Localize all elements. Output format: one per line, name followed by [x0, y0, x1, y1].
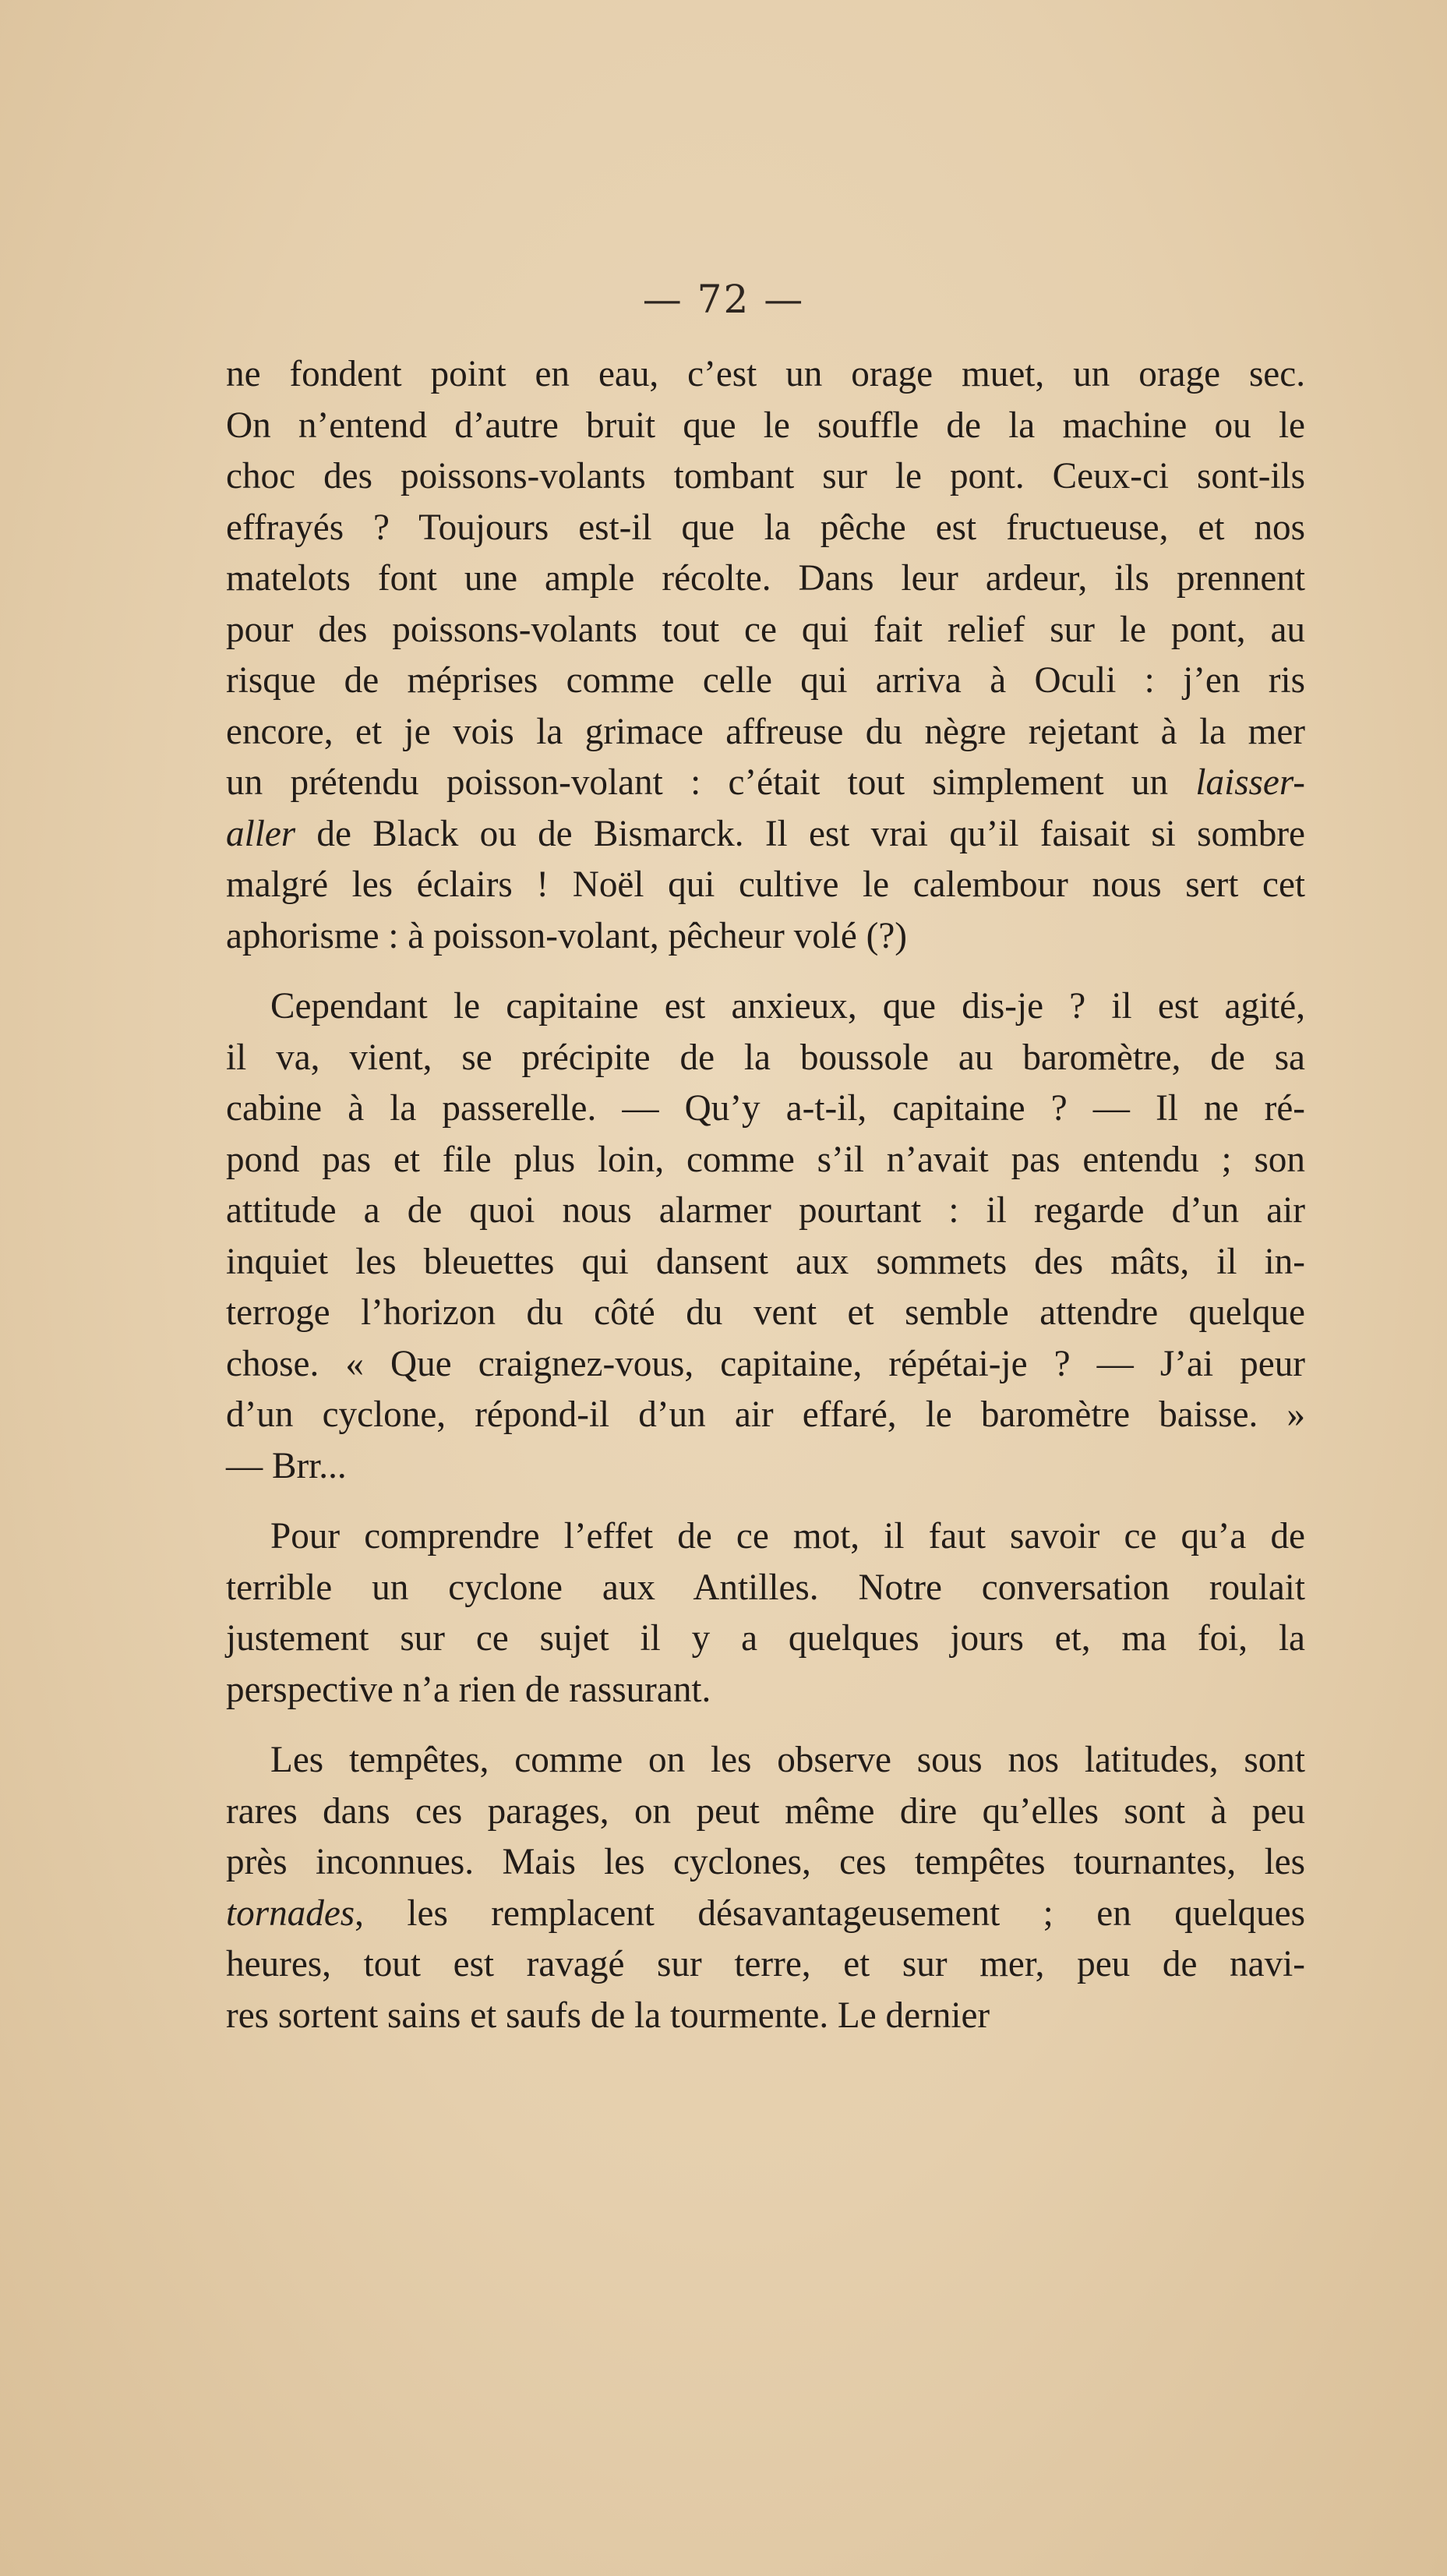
text-line [226, 1665, 1305, 1716]
italic-text: aller [226, 813, 296, 854]
text-line [226, 1563, 1305, 1614]
text-line [226, 553, 1305, 605]
paragraph [226, 349, 1305, 962]
text-line [226, 758, 1305, 809]
text-segment: choc des poissons-volants tombant sur le pont. Ceux-ci sont-ils [226, 456, 1305, 496]
text-line [226, 707, 1305, 758]
text-line [226, 1135, 1305, 1186]
text-segment: de Black ou de Bismarck. Il est vrai qu’il faisait si sombre [295, 813, 1305, 854]
text-line [226, 911, 1305, 963]
text-segment: justement sur ce sujet il y a quelques jours et, ma foi, la [226, 1618, 1305, 1659]
text-segment: il va, vient, se précipite de la boussole au baromètre, de sa [226, 1037, 1305, 1078]
text-segment: risque de méprises comme celle qui arriva à Oculi : j’en ris [226, 660, 1305, 701]
page-number: — 72 — [642, 277, 805, 322]
text-line [226, 451, 1305, 503]
text-segment: cabine à la passerelle. — Qu’y a-t-il, capitaine ? — Il ne ré- [226, 1088, 1305, 1129]
text-segment: chose. « Que craignez-vous, capitaine, répétai-je ? — J’ai peur [226, 1343, 1305, 1384]
text-line [226, 1186, 1305, 1237]
text-segment: effrayés ? Toujours est-il que la pêche est fructueuse, et nos [226, 507, 1305, 548]
text-line [226, 655, 1305, 707]
text-segment: rares dans ces parages, on peut même dire qu’elles sont à peu [226, 1790, 1305, 1832]
text-line [226, 1735, 1305, 1786]
italic-text: laisser- [1195, 762, 1305, 803]
text-segment: inquiet les bleuettes qui dansent aux sommets des mâts, il in- [226, 1241, 1305, 1282]
text-line [226, 1033, 1305, 1084]
text-line [226, 401, 1305, 452]
text-line [226, 503, 1305, 554]
text-segment: encore, et je vois la grimace affreuse du nègre rejetant à la mer [226, 711, 1305, 752]
text-segment: Cependant le capitaine est anxieux, que dis-je ? il est agité, [270, 986, 1305, 1027]
text-line [226, 1288, 1305, 1339]
text-line [226, 1339, 1305, 1390]
text-segment: pond pas et file plus loin, comme s’il n’avait pas entendu ; son [226, 1139, 1305, 1180]
text-segment: — Brr... [226, 1445, 347, 1486]
text-segment: Pour comprendre l’effet de ce mot, il faut savoir ce qu’a de [270, 1516, 1305, 1557]
text-line [226, 1511, 1305, 1563]
text-segment: perspective n’a rien de rassurant. [226, 1669, 711, 1710]
text-segment: terroge l’horizon du côté du vent et semble attendre quelque [226, 1292, 1305, 1333]
text-segment: malgré les éclairs ! Noël qui cultive le calembour nous sert cet [226, 864, 1305, 905]
text-segment: terrible un cyclone aux Antilles. Notre conversation roulait [226, 1567, 1305, 1608]
text-line [226, 1889, 1305, 1940]
text-line [226, 349, 1305, 401]
text-line [226, 1083, 1305, 1135]
text-line [226, 860, 1305, 911]
text-line [226, 1441, 1305, 1493]
italic-text: tornades [226, 1892, 355, 1934]
body-text [226, 349, 1305, 2061]
text-line [226, 1786, 1305, 1838]
text-segment: un prétendu poisson-volant : c’était tout simplement un [226, 762, 1196, 803]
paragraph [226, 1735, 1305, 2041]
text-segment: On n’entend d’autre bruit que le souffle de la machine ou le [226, 405, 1305, 446]
text-segment: matelots font une ample récolte. Dans leur ardeur, ils prennent [226, 558, 1305, 599]
text-line [226, 1613, 1305, 1665]
text-segment: pour des poissons-volants tout ce qui fait relief sur le pont, au [226, 609, 1305, 650]
text-line [226, 1390, 1305, 1441]
text-segment: attitude a de quoi nous alarmer pourtant : il regarde d’un air [226, 1190, 1305, 1231]
text-segment: aphorisme : à poisson-volant, pêcheur volé (?) [226, 915, 908, 956]
text-line [226, 605, 1305, 656]
text-segment: heures, tout est ravagé sur terre, et sur mer, peu de navi- [226, 1944, 1305, 1984]
text-segment: res sortent sains et saufs de la tourmente. Le dernier [226, 1995, 990, 2036]
text-line [226, 981, 1305, 1033]
text-segment: d’un cyclone, répond-il d’un air effaré, le baromètre baisse. » [226, 1394, 1305, 1435]
text-segment: ne fondent point en eau, c’est un orage muet, un orage sec. [226, 354, 1305, 394]
text-line [226, 809, 1305, 860]
paragraph [226, 1511, 1305, 1716]
text-line [226, 1991, 1305, 2042]
text-segment: , les remplacent désavantageusement ; en quelques [355, 1892, 1305, 1934]
text-line [226, 1837, 1305, 1889]
text-line [226, 1237, 1305, 1288]
text-segment: près inconnues. Mais les cyclones, ces tempêtes tournantes, les [226, 1842, 1305, 1882]
text-segment: Les tempêtes, comme on les observe sous nos latitudes, sont [270, 1740, 1305, 1780]
paragraph [226, 981, 1305, 1492]
text-line [226, 1939, 1305, 1991]
